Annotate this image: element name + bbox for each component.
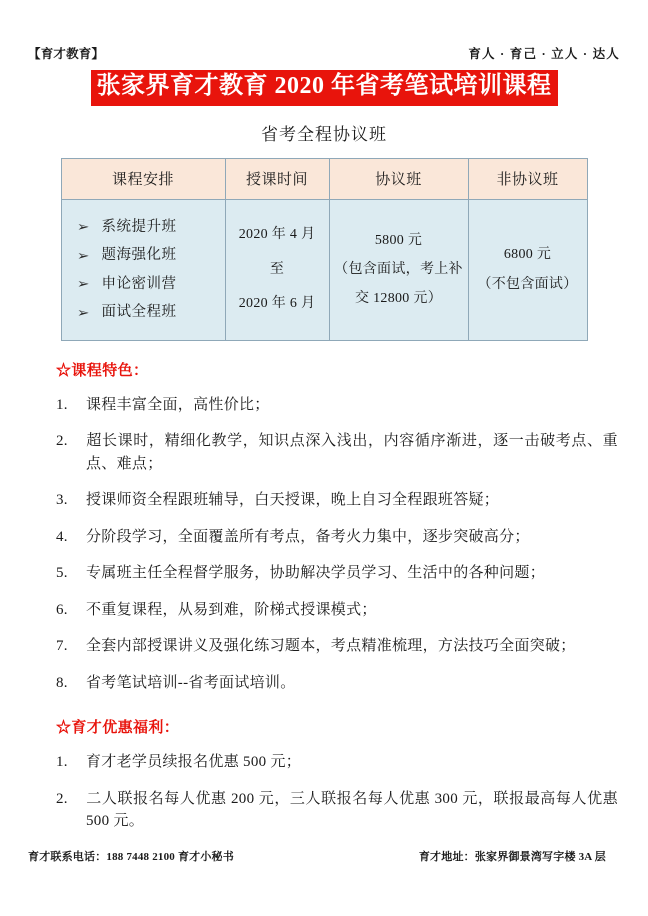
list-item: [56, 430, 618, 475]
non-agreement-price-amount: 6800 元: [503, 247, 552, 263]
list-item-index: 1.: [56, 396, 68, 413]
list-item: [56, 489, 618, 512]
agreement-price-note-line2: 交 12800 元）: [355, 291, 442, 307]
list-item-index: 5.: [56, 565, 68, 582]
list-item-text: 省考笔试培训--省考面试培训。: [86, 674, 296, 691]
course-name: 面试全程班: [101, 304, 177, 321]
non-agreement-price-note: （不包含面试）: [477, 276, 578, 292]
teaching-time-cell: [225, 199, 329, 340]
table-col-header-course: 课程安排: [61, 158, 225, 199]
list-item-text: 全套内部授课讲义及强化练习题本，考点精准梳理，方法技巧全面突破；: [86, 638, 576, 655]
list-item: [56, 788, 618, 833]
list-item-text: 不重复课程，从易到难，阶梯式授课模式；: [86, 601, 377, 618]
table-col-header-time: 授课时间: [225, 158, 329, 199]
list-item-text: 专属班主任全程督学服务，协助解决学员学习、生活中的各种问题；: [86, 565, 546, 582]
course-arrangement-cell: [61, 199, 225, 340]
features-heading: ☆课程特色：: [56, 362, 149, 379]
agreement-price-amount: 5800 元: [374, 232, 423, 248]
course-name: 申论密训营: [101, 275, 177, 292]
list-item: [56, 562, 618, 585]
list-item-text: 育才老学员续报名优惠 500 元；: [86, 754, 302, 771]
list-item-text: 二人联报名每人优惠 200 元，三人联报名每人优惠 300 元，联报最高每人优惠 500 元。: [86, 790, 618, 830]
document-footer: [28, 848, 620, 864]
title-block: [28, 70, 620, 106]
benefits-list: [28, 751, 620, 833]
footer-contact: 育才联系电话：188 7448 2100 育才小秘书: [28, 851, 234, 863]
list-item: [56, 599, 618, 622]
list-item-text: 超长课时，精细化教学，知识点深入浅出，内容循序渐进，逐一击破考点、重点、难点；: [86, 433, 618, 472]
agreement-price-cell: [329, 199, 468, 340]
list-item-index: 3.: [56, 492, 68, 509]
table-col-header-agreement: 协议班: [329, 158, 468, 199]
list-item: [78, 298, 225, 327]
footer-address: 育才地址：张家界御景湾写字楼 3A 层: [418, 851, 606, 863]
list-item-index: 1.: [56, 754, 68, 771]
arrow-bullet-icon: ➢: [76, 247, 90, 263]
list-item-index: 7.: [56, 638, 68, 655]
time-connector: 至: [269, 261, 285, 277]
benefits-heading: ☆育才优惠福利：: [56, 720, 180, 737]
agreement-price-note-line1: （包含面试，考上补: [334, 261, 463, 277]
page-title: 张家界育才教育 2020 年省考笔试培训课程: [91, 70, 558, 106]
page-subtitle: 省考全程协议班: [261, 124, 387, 144]
document-header: [28, 0, 620, 62]
list-item-index: 2.: [56, 433, 68, 450]
list-item: [56, 526, 618, 549]
list-item: [78, 213, 225, 242]
course-name: 系统提升班: [101, 218, 177, 235]
time-end: 2020 年 6 月: [238, 295, 316, 311]
list-item: [56, 635, 618, 658]
list-item-text: 授课师资全程跟班辅导，白天授课，晚上自习全程跟班答疑；: [86, 492, 500, 509]
list-item-index: 8.: [56, 674, 68, 691]
list-item-index: 6.: [56, 601, 68, 618]
list-item-index: 4.: [56, 528, 68, 545]
list-item: [78, 241, 225, 270]
brand-tag: 【育才教育】: [28, 47, 105, 61]
list-item: [56, 672, 618, 695]
list-item: [56, 751, 618, 774]
list-item: [78, 270, 225, 299]
features-list: [28, 394, 620, 695]
arrow-bullet-icon: ➢: [76, 304, 90, 320]
list-item-text: 课程丰富全面，高性价比；: [86, 396, 270, 413]
company-motto: 育人 · 育己 · 立人 · 达人: [468, 47, 620, 61]
table-col-header-non-agreement: 非协议班: [468, 158, 587, 199]
course-name: 题海强化班: [101, 247, 177, 264]
table-row: [61, 199, 587, 340]
table-header-row: [61, 158, 587, 199]
list-item-index: 2.: [56, 790, 68, 807]
course-price-table: [61, 158, 588, 341]
time-start: 2020 年 4 月: [238, 227, 316, 243]
list-item: [56, 394, 618, 417]
arrow-bullet-icon: ➢: [76, 276, 90, 292]
list-item-text: 分阶段学习，全面覆盖所有考点，备考火力集中，逐步突破高分；: [86, 528, 530, 545]
course-list: [62, 205, 225, 335]
non-agreement-price-cell: [468, 199, 587, 340]
arrow-bullet-icon: ➢: [76, 219, 90, 235]
